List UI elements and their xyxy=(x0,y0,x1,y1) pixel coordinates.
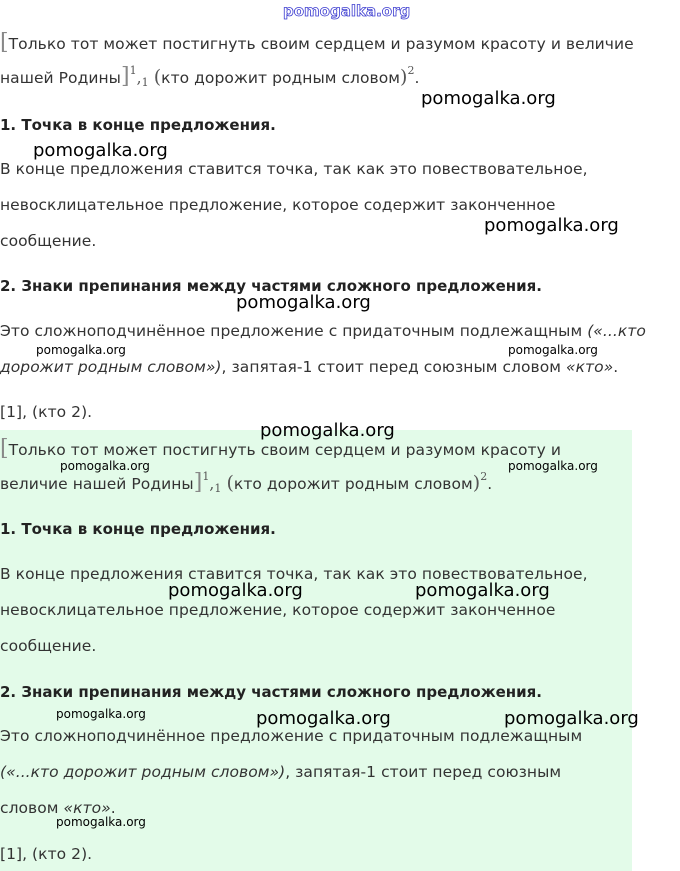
sentence-line-1 xyxy=(0,436,561,461)
heading-punctuation: 2. Знаки препинания между частями сложного предложения. xyxy=(0,683,543,701)
paragraph-text: словом xyxy=(0,799,64,817)
close-bracket: ] xyxy=(120,64,130,89)
superscript-1: 1 xyxy=(129,64,137,77)
watermark: pomogalka.org xyxy=(60,459,150,473)
sentence-line-2: нашей Родины]$^1$,1 (кто дорожит родным словом)$^2$. xyxy=(0,64,420,89)
watermark-top: pomogalka.org xyxy=(283,2,411,20)
sentence-text-1: Только тот может постигнуть своим сердцем и разумом красоту и xyxy=(8,441,561,459)
paragraph-line: В конце предложения ставится точка, так как это повествовательное, xyxy=(0,565,588,583)
clause-text: кто дорожит родным словом xyxy=(161,69,400,87)
sentence-text-2: нашей Родины xyxy=(0,69,121,87)
paragraph-line: В конце предложения ставится точка, так как это повествовательное, xyxy=(0,160,588,178)
italic-word: «кто» xyxy=(63,799,111,817)
superscript-2: 2 xyxy=(480,470,488,483)
watermark: pomogalka.org xyxy=(421,88,556,109)
watermark: pomogalka.org xyxy=(236,292,371,313)
end-dot: . xyxy=(414,69,420,87)
watermark: pomogalka.org xyxy=(36,343,126,357)
sentence-scheme: [1], (кто 2). xyxy=(0,845,93,863)
heading-period: 1. Точка в конце предложения. xyxy=(0,116,276,134)
watermark: pomogalka.org xyxy=(504,708,639,729)
subscript-1: 1 xyxy=(214,482,222,495)
watermark: pomogalka.org xyxy=(256,708,391,729)
paragraph-line: сообщение. xyxy=(0,637,97,655)
superscript-1: 1 xyxy=(202,470,210,483)
paragraph-text: Это сложноподчинённое предложение с придаточным подлежащным xyxy=(0,322,583,340)
italic-quote: («...кто дорожит родным словом») xyxy=(0,763,286,781)
sentence-text-1: Только тот может постигнуть своим сердцем и разумом красоту и величие xyxy=(8,35,634,53)
sentence-line-1 xyxy=(0,30,634,55)
watermark: pomogalka.org xyxy=(168,580,303,601)
subscript-1: 1 xyxy=(141,76,149,89)
italic-quote: дорожит родным словом») xyxy=(0,358,222,376)
paragraph-line: невосклицательное предложение, которое содержит законченное xyxy=(0,601,556,619)
end-dot: . xyxy=(613,358,619,376)
paragraph-text: , запятая-1 стоит перед союзным xyxy=(285,763,562,781)
watermark: pomogalka.org xyxy=(415,580,550,601)
sentence-text-2: величие нашей Родины xyxy=(0,475,194,493)
paragraph-line: невосклицательное предложение, которое содержит законченное xyxy=(0,196,556,214)
watermark: pomogalka.org xyxy=(33,140,168,161)
paragraph-line xyxy=(0,763,561,781)
clause-text: кто дорожит родным словом xyxy=(233,475,473,493)
end-dot: . xyxy=(487,475,493,493)
end-dot: . xyxy=(110,799,116,817)
watermark: pomogalka.org xyxy=(484,215,619,236)
paragraph-line xyxy=(0,358,618,376)
watermark: pomogalka.org xyxy=(508,459,598,473)
superscript-2: 2 xyxy=(407,64,415,77)
paragraph-text: , запятая-1 стоит перед союзным словом xyxy=(221,358,561,376)
paragraph-line: Это сложноподчинённое предложение с придаточным подлежащным xyxy=(0,727,583,745)
sentence-line-2: величие нашей Родины]$^1$,1 (кто дорожит родным словом)$^2$. xyxy=(0,470,493,495)
open-bracket: [ xyxy=(0,30,9,55)
italic-word: «кто» xyxy=(565,358,614,376)
watermark: pomogalka.org xyxy=(260,420,395,441)
heading-punctuation: 2. Знаки препинания между частями сложного предложения. xyxy=(0,277,543,295)
paragraph-line xyxy=(0,322,646,340)
italic-quote: («...кто xyxy=(587,322,646,340)
paragraph-line xyxy=(0,799,116,817)
close-bracket: ] xyxy=(193,470,203,495)
open-bracket: [ xyxy=(0,436,9,461)
sentence-scheme: [1], (кто 2). xyxy=(0,403,93,421)
watermark: pomogalka.org xyxy=(56,707,146,721)
watermark: pomogalka.org xyxy=(508,343,598,357)
heading-period: 1. Точка в конце предложения. xyxy=(0,520,276,538)
watermark: pomogalka.org xyxy=(56,815,146,829)
paragraph-line: сообщение. xyxy=(0,232,97,250)
